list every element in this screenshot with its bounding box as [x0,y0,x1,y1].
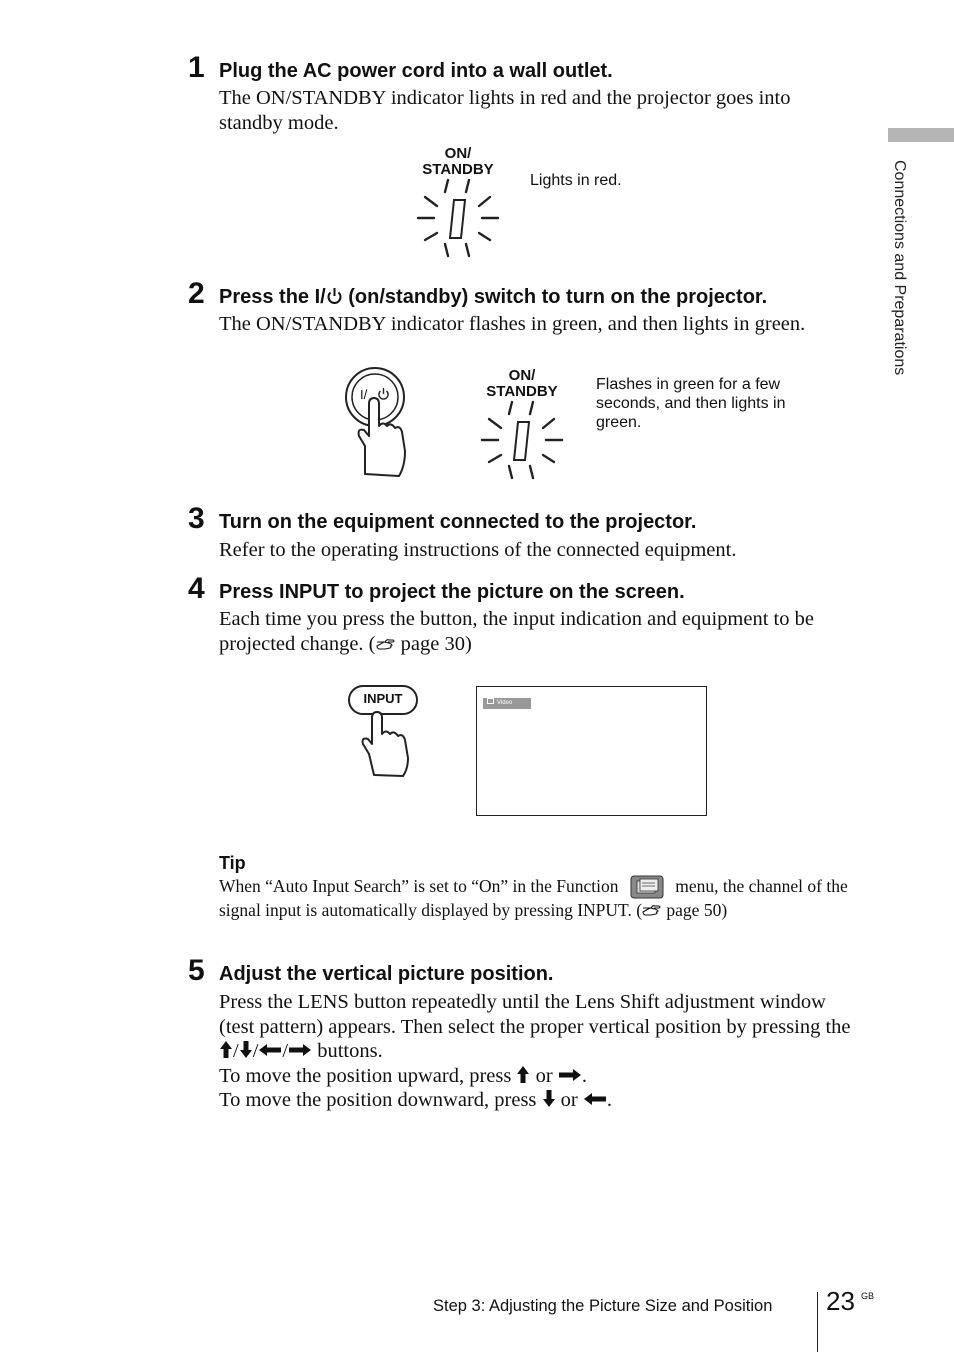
indicator-lit-icon [408,176,506,262]
step-1-heading: Plug the AC power cord into a wall outlet. [219,60,613,82]
arrow-down-icon [239,1040,253,1059]
step-2-body: The ON/STANDBY indicator flashes in green, and then lights in green. [219,313,806,335]
video-input-icon [487,698,494,704]
step-1-body: The ON/STANDBY indicator lights in red and the projector goes into standby mode. [219,87,791,134]
step-1-caption: Lights in red. [530,172,622,189]
input-button-illustration [346,684,422,780]
input-button-label: INPUT [363,691,403,706]
arrow-left-icon [258,1043,282,1057]
side-tab-label: Connections and Preparations [891,160,908,376]
step-5-number: 5 [188,954,205,987]
side-tab-bar [888,128,954,142]
step-4-body: Each time you press the button, the input indication and equipment to be projected change. ( page 30) [219,608,814,655]
page-region: GB [861,1291,875,1301]
step-1-number: 1 [188,51,205,84]
step-3-number: 3 [188,502,205,535]
arrow-right-icon [288,1043,312,1057]
step-2-number: 2 [188,277,205,310]
page-number: 23 [826,1286,855,1316]
footer-section-title: Step 3: Adjusting the Picture Size and Position [433,1297,773,1315]
power-button-label: I/ [360,387,368,402]
power-icon [326,287,343,306]
step-3-body: Refer to the operating instructions of the connected equipment. [219,539,737,561]
step-2-caption: Flashes in green for a few seconds, and then lights in green. [596,376,786,431]
projected-screen [476,686,707,816]
step-2-indicator-label: ON/ STANDBY [486,367,558,400]
pointing-hand-icon [642,903,662,917]
step-5-heading: Adjust the vertical picture position. [219,963,554,985]
step-2-heading: Press the I/ (on/standby) switch to turn on the projector. [219,286,768,308]
tip-title: Tip [219,853,246,873]
arrow-up-icon [219,1040,233,1059]
arrow-left-icon [583,1092,607,1106]
step-5-body: Press the LENS button repeatedly until the Lens Shift adjustment window (test pattern) appears. Then select the proper vertical position by pressing the / / / buttons. To move the position upward, press or . To move the position downward, press or . [219,991,851,1111]
input-indication: Video [483,698,531,709]
power-button-illustration [345,366,417,481]
tip-text: When “Auto Input Search” is set to “On” in the Function menu, the channel of the signal input is automatically displayed by pressing INPUT. ( page 50) [219,876,848,920]
function-menu-icon [627,875,667,899]
step-3-heading: Turn on the equipment connected to the projector. [219,511,697,533]
step-1-indicator-label: ON/ STANDBY [422,145,494,178]
step-4-heading: Press INPUT to project the picture on the screen. [219,581,685,603]
power-icon [377,387,390,401]
pointing-hand-icon [376,637,396,651]
step-4-number: 4 [188,572,205,605]
arrow-down-icon [542,1089,556,1108]
indicator-flashing-icon [472,398,570,484]
arrow-up-icon [516,1065,530,1084]
arrow-right-icon [558,1068,582,1082]
footer-divider [817,1292,818,1352]
